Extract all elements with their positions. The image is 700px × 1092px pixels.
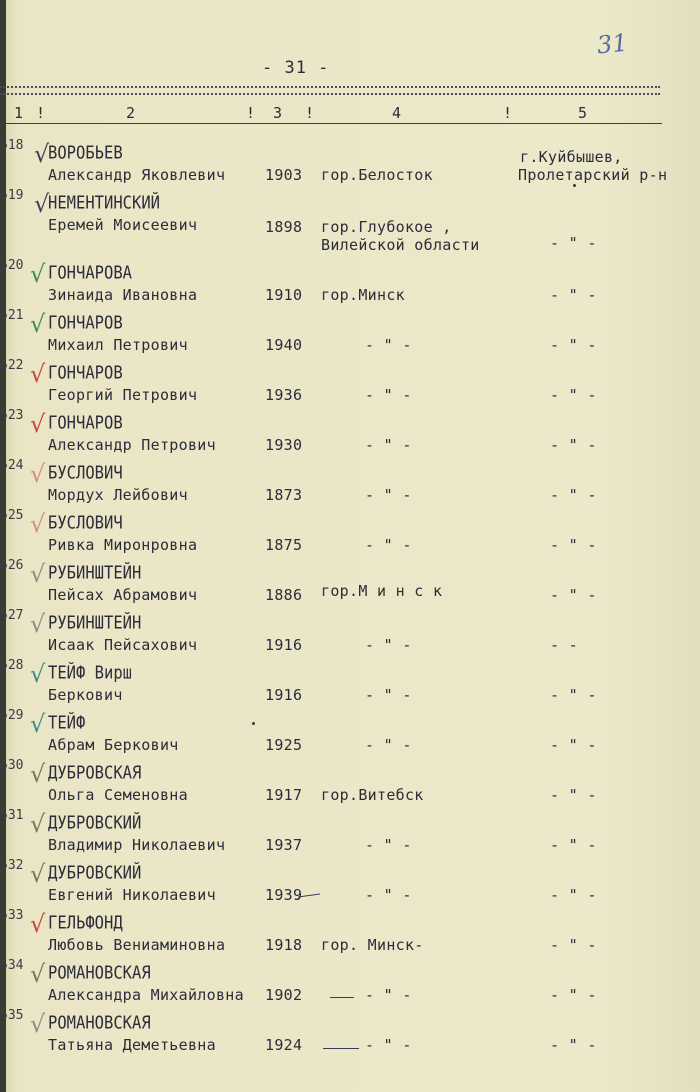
checkmark-icon: √ xyxy=(30,310,46,338)
ink-dot xyxy=(573,184,576,187)
surname: НЕМЕНТИНСКИЙ xyxy=(48,192,160,214)
surname: ТЕЙФ xyxy=(48,712,86,734)
surname: ВОРОБЬЕВ xyxy=(48,142,123,164)
birth-year: 1916 xyxy=(265,636,303,654)
header-rule-bottom xyxy=(0,123,662,124)
checkmark-icon: √ xyxy=(30,460,46,488)
birthplace: гор.М и н с к xyxy=(321,582,443,600)
given-name: Владимир Николаевич xyxy=(48,836,226,854)
row-number: 529 xyxy=(0,708,24,723)
residence: - " - xyxy=(550,786,597,804)
surname: ДУБРОВСКИЙ xyxy=(48,812,142,834)
surname: ДУБРОВСКАЯ xyxy=(48,762,142,784)
row-number: 524 xyxy=(0,458,24,473)
residence: - " - xyxy=(550,836,597,854)
checkmark-icon: √ xyxy=(30,360,46,388)
column-separator: ! xyxy=(36,104,46,122)
column-header-3: 3 xyxy=(273,104,283,122)
archive-page-number: 31 xyxy=(595,28,629,60)
birthplace: - " - xyxy=(365,436,412,454)
surname: ГОНЧАРОВ xyxy=(48,412,123,434)
birthplace: гор.Витебск xyxy=(321,786,424,804)
surname: РОМАНОВСКАЯ xyxy=(48,962,151,984)
row-number: 527 xyxy=(0,608,24,623)
checkmark-icon: √ xyxy=(30,260,46,288)
birthplace: - " - xyxy=(365,736,412,754)
residence: - " - xyxy=(550,536,597,554)
birth-year: 1916 xyxy=(265,686,303,704)
given-name: Георгий Петрович xyxy=(48,386,198,404)
residence: г.Куйбышев, xyxy=(520,148,623,166)
birthplace: - " - xyxy=(365,886,412,904)
given-name: Татьяна Деметьевна xyxy=(48,1036,216,1054)
surname: РУБИНШТЕЙН xyxy=(48,562,142,584)
birth-year: 1924 xyxy=(265,1036,303,1054)
birthplace: гор. Минск- xyxy=(321,936,424,954)
surname: РУБИНШТЕЙН xyxy=(48,612,142,634)
given-name: Любовь Вениаминовна xyxy=(48,936,226,954)
residence: - " - xyxy=(550,686,597,704)
residence-district: Пролетарский р-н xyxy=(518,166,668,184)
birth-year: 1873 xyxy=(265,486,303,504)
column-header-4: 4 xyxy=(392,104,402,122)
row-number: 530 xyxy=(0,758,24,773)
given-name: Михаил Петрович xyxy=(48,336,188,354)
given-name: Абрам Беркович xyxy=(48,736,179,754)
birthplace-region: Вилейской области xyxy=(321,236,480,254)
residence: - " - xyxy=(550,386,597,404)
surname: ДУБРОВСКИЙ xyxy=(48,862,142,884)
birth-year: 1910 xyxy=(265,286,303,304)
binding-edge xyxy=(0,0,6,1092)
birthplace: гор.Белосток xyxy=(321,166,433,184)
birthplace: - " - xyxy=(365,636,412,654)
column-separator: ! xyxy=(246,104,256,122)
header-rule-top xyxy=(0,86,660,88)
birth-year: 1903 xyxy=(265,166,303,184)
row-number: 525 xyxy=(0,508,24,523)
birthplace: - " - xyxy=(365,686,412,704)
birth-year: 1925 xyxy=(265,736,303,754)
given-name: Пейсах Абрамович xyxy=(48,586,198,604)
row-number: 532 xyxy=(0,858,24,873)
birth-year: 1936 xyxy=(265,386,303,404)
row-number: 528 xyxy=(0,658,24,673)
row-number: 523 xyxy=(0,408,24,423)
column-separator: ! xyxy=(503,104,513,122)
residence: - " - xyxy=(550,1036,597,1054)
birthplace: - " - xyxy=(365,486,412,504)
birth-year: 1886 xyxy=(265,586,303,604)
birthplace: - " - xyxy=(365,386,412,404)
surname: ГЕЛЬФОНД xyxy=(48,912,123,934)
row-number: 522 xyxy=(0,358,24,373)
birth-year: 1875 xyxy=(265,536,303,554)
surname: БУСЛОВИЧ xyxy=(48,462,123,484)
row-number: 520 xyxy=(0,258,24,273)
birthplace: - " - xyxy=(365,336,412,354)
checkmark-icon: √ xyxy=(34,190,50,218)
surname: ГОНЧАРОВА xyxy=(48,262,132,284)
surname: ГОНЧАРОВ xyxy=(48,362,123,384)
birthplace: гор.Глубокое , xyxy=(321,218,452,236)
column-header-5: 5 xyxy=(578,104,588,122)
row-number: 521 xyxy=(0,308,24,323)
row-number: 531 xyxy=(0,808,24,823)
row-number: 526 xyxy=(0,558,24,573)
checkmark-icon: √ xyxy=(30,810,46,838)
checkmark-icon: √ xyxy=(30,960,46,988)
residence: - " - xyxy=(550,886,597,904)
checkmark-icon: √ xyxy=(30,710,46,738)
checkmark-icon: √ xyxy=(30,1010,46,1038)
residence: - " - xyxy=(550,234,597,252)
row-number: 534 xyxy=(0,958,24,973)
checkmark-icon: √ xyxy=(30,860,46,888)
birthplace: - " - xyxy=(365,986,412,1004)
residence: - " - xyxy=(550,286,597,304)
residence: - " - xyxy=(550,486,597,504)
checkmark-icon: √ xyxy=(30,560,46,588)
birth-year: 1940 xyxy=(265,336,303,354)
birthplace: - " - xyxy=(365,1036,412,1054)
residence: - " - xyxy=(550,936,597,954)
surname: ГОНЧАРОВ xyxy=(48,312,123,334)
row-number: 519 xyxy=(0,188,24,203)
residence: - " - xyxy=(550,436,597,454)
column-header-2: 2 xyxy=(126,104,136,122)
checkmark-icon: √ xyxy=(30,760,46,788)
birth-year: 1939 xyxy=(265,886,303,904)
birthplace: - " - xyxy=(365,536,412,554)
given-name: Александра Михайловна xyxy=(48,986,244,1004)
pencil-dash-mark xyxy=(323,1048,359,1049)
given-name: Мордух Лейбович xyxy=(48,486,188,504)
row-number: 535 xyxy=(0,1008,24,1023)
given-name: Ольга Семеновна xyxy=(48,786,188,804)
residence: - " - xyxy=(550,986,597,1004)
column-separator: ! xyxy=(305,104,315,122)
birth-year: 1937 xyxy=(265,836,303,854)
checkmark-icon: √ xyxy=(30,660,46,688)
residence: - - xyxy=(550,636,578,654)
checkmark-icon: √ xyxy=(30,510,46,538)
given-name: Зинаида Ивановна xyxy=(48,286,198,304)
page-number: - 31 - xyxy=(262,58,330,78)
column-header-1: 1 xyxy=(14,104,24,122)
residence: - " - xyxy=(550,336,597,354)
surname: БУСЛОВИЧ xyxy=(48,512,123,534)
given-name: Ривка Миронровна xyxy=(48,536,198,554)
checkmark-icon: √ xyxy=(34,140,50,168)
birthplace: гор.Минск xyxy=(321,286,405,304)
birth-year: 1902 xyxy=(265,986,303,1004)
ink-dot xyxy=(252,722,255,725)
header-rule-middle xyxy=(0,93,660,95)
given-name: Еремей Моисеевич xyxy=(48,216,198,234)
given-name: Александр Яковлевич xyxy=(48,166,226,184)
residence: - " - xyxy=(550,736,597,754)
residence: - " - xyxy=(550,586,597,604)
birth-year: 1930 xyxy=(265,436,303,454)
birth-year: 1917 xyxy=(265,786,303,804)
checkmark-icon: √ xyxy=(30,410,46,438)
birth-year: 1898 xyxy=(265,218,303,236)
checkmark-icon: √ xyxy=(30,610,46,638)
checkmark-icon: √ xyxy=(30,910,46,938)
given-name: Евгений Николаевич xyxy=(48,886,216,904)
pencil-dash-mark xyxy=(330,997,354,998)
given-name: Александр Петрович xyxy=(48,436,216,454)
surname: РОМАНОВСКАЯ xyxy=(48,1012,151,1034)
surname: ТЕЙФ Вирш xyxy=(48,662,132,684)
given-name: Исаак Пейсахович xyxy=(48,636,198,654)
row-number: 533 xyxy=(0,908,24,923)
birth-year: 1918 xyxy=(265,936,303,954)
row-number: 518 xyxy=(0,138,24,153)
birthplace: - " - xyxy=(365,836,412,854)
given-name: Беркович xyxy=(48,686,123,704)
